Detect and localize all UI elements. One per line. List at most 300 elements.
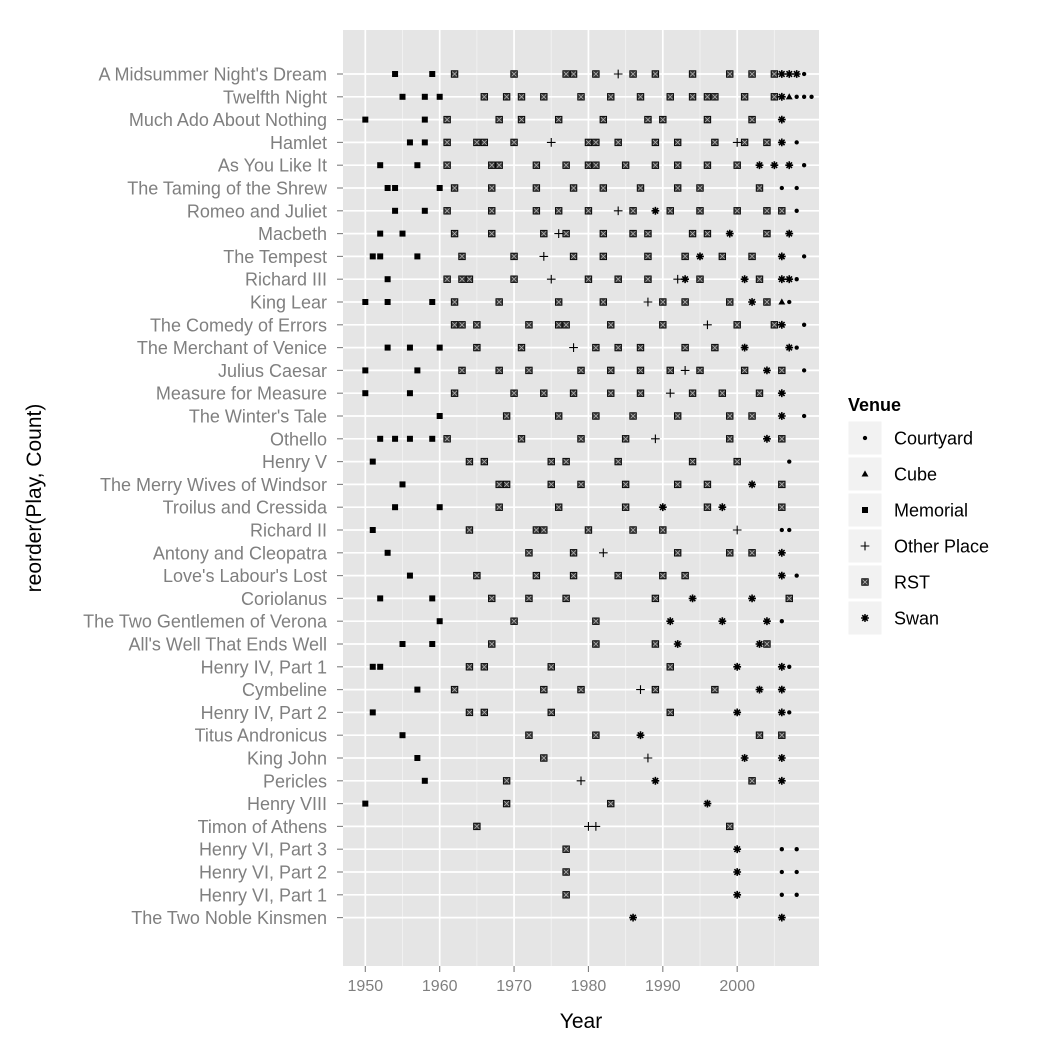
x-tick-label: 1990 [645, 978, 681, 995]
data-point [779, 436, 786, 443]
data-point [780, 528, 784, 532]
data-point [370, 459, 376, 465]
data-point [377, 231, 383, 237]
data-point [370, 664, 376, 670]
data-point [756, 185, 763, 192]
data-point [362, 299, 368, 305]
data-point [496, 116, 503, 123]
data-point [764, 139, 771, 146]
data-point [770, 161, 778, 169]
data-point [787, 459, 791, 463]
y-tick-label: King John [246, 748, 327, 769]
data-point [748, 481, 756, 489]
y-tick-label: The Two Noble Kinsmen [131, 908, 327, 929]
data-point [563, 892, 570, 899]
data-point [496, 299, 503, 306]
data-point [563, 869, 570, 876]
data-point [659, 503, 667, 511]
data-point [674, 185, 681, 192]
data-point [682, 253, 689, 260]
data-point [660, 527, 667, 534]
data-point [511, 71, 518, 78]
data-point [785, 230, 793, 238]
data-point [526, 367, 533, 374]
y-tick-label: Hamlet [269, 132, 327, 153]
y-tick-label: The Comedy of Errors [149, 315, 327, 336]
y-tick-label: The Winter's Tale [188, 406, 327, 427]
data-point [474, 572, 481, 579]
y-axis [83, 65, 343, 929]
data-point [481, 664, 488, 671]
data-point [795, 140, 799, 144]
y-tick-label: Measure for Measure [155, 383, 327, 404]
data-point [496, 481, 503, 488]
y-tick-label: Julius Caesar [217, 360, 327, 381]
data-point [585, 208, 592, 215]
data-point [778, 93, 786, 101]
data-point [637, 731, 645, 739]
data-point [697, 367, 704, 374]
data-point [422, 778, 428, 784]
data-point [689, 71, 696, 78]
data-point [481, 94, 488, 101]
data-point [660, 572, 667, 579]
data-point [802, 95, 806, 99]
y-tick-label: Henry VIII [246, 794, 327, 815]
data-point [756, 161, 764, 169]
data-point [563, 595, 570, 602]
data-point [578, 481, 585, 488]
data-point [377, 162, 383, 168]
data-point [429, 436, 435, 442]
data-point [802, 254, 806, 258]
data-point [689, 94, 696, 101]
data-point [474, 139, 481, 146]
data-point [734, 162, 741, 169]
data-point [785, 344, 793, 352]
data-point [734, 322, 741, 329]
data-point [437, 345, 443, 351]
y-axis-title: reorder(Play, Count) [23, 403, 46, 593]
data-point [385, 345, 391, 351]
data-point [749, 71, 756, 78]
data-point [370, 709, 376, 715]
data-point [733, 868, 741, 876]
data-point [570, 185, 577, 192]
data-point [733, 845, 741, 853]
data-point [392, 208, 398, 214]
data-point [563, 71, 570, 78]
data-point [667, 367, 674, 374]
data-point [704, 800, 712, 808]
data-point [809, 95, 813, 99]
data-point [780, 186, 784, 190]
data-point [511, 390, 518, 397]
data-point [726, 71, 733, 78]
data-point [696, 253, 704, 261]
data-point [585, 527, 592, 534]
data-point [503, 413, 510, 420]
data-point [600, 116, 607, 123]
data-point [779, 208, 786, 215]
data-point [503, 94, 510, 101]
data-point [704, 481, 711, 488]
data-point [630, 413, 637, 420]
data-point [785, 275, 793, 283]
data-point [400, 94, 406, 100]
legend-label: Other Place [894, 536, 990, 557]
data-point [385, 299, 391, 305]
data-point [437, 618, 443, 624]
data-point [585, 276, 592, 283]
legend [844, 390, 1014, 640]
data-point [652, 162, 659, 169]
data-point [607, 800, 614, 807]
data-point [385, 550, 391, 556]
data-point [422, 117, 428, 123]
y-tick-label: Henry IV, Part 2 [200, 702, 327, 723]
data-point [570, 253, 577, 260]
data-point [786, 595, 793, 602]
data-point [377, 595, 383, 601]
y-tick-label: A Midsummer Night's Dream [98, 64, 327, 85]
data-point [652, 139, 659, 146]
data-point [795, 277, 799, 281]
y-tick-label: As You Like It [217, 155, 327, 176]
data-point [652, 686, 659, 693]
data-point [414, 755, 420, 761]
data-point [481, 139, 488, 146]
data-point [511, 618, 518, 625]
data-point [778, 663, 786, 671]
data-point [526, 322, 533, 329]
data-point [741, 94, 748, 101]
data-point [488, 208, 495, 215]
data-point [689, 458, 696, 465]
data-point [764, 208, 771, 215]
y-tick-label: Henry VI, Part 1 [198, 885, 327, 906]
data-point [511, 139, 518, 146]
data-point [712, 139, 719, 146]
data-point [763, 617, 771, 625]
data-point [756, 686, 764, 694]
data-point [630, 230, 637, 237]
data-point [674, 413, 681, 420]
data-point [674, 550, 681, 557]
data-point [459, 276, 466, 283]
data-point [444, 208, 451, 215]
data-point [451, 230, 458, 237]
x-axis [348, 966, 756, 995]
data-point [697, 185, 704, 192]
data-point [780, 619, 784, 623]
y-tick-label: Troilus and Cressida [162, 497, 327, 518]
data-point [548, 664, 555, 671]
data-point [795, 573, 799, 577]
x-tick-label: 1980 [570, 978, 607, 995]
data-point [518, 94, 525, 101]
data-point [779, 504, 786, 511]
legend-label: Cube [894, 464, 938, 485]
data-point [637, 344, 644, 351]
data-point [785, 161, 793, 169]
data-point [466, 664, 473, 671]
data-point [541, 527, 548, 534]
data-point [496, 504, 503, 511]
data-point [555, 208, 562, 215]
data-point [667, 664, 674, 671]
data-point [541, 686, 548, 693]
legend-symbol [862, 507, 868, 513]
data-point [593, 618, 600, 625]
data-point [780, 870, 784, 874]
data-point [674, 139, 681, 146]
data-point [407, 139, 413, 145]
data-point [712, 94, 719, 101]
data-point [689, 230, 696, 237]
data-point [414, 253, 420, 259]
data-point [578, 367, 585, 374]
data-point [400, 481, 406, 487]
data-point [385, 185, 391, 191]
y-tick-label: The Merchant of Venice [136, 338, 327, 359]
data-point [681, 275, 689, 283]
data-point [570, 550, 577, 557]
data-point [630, 208, 637, 215]
data-point [637, 367, 644, 374]
data-point [780, 847, 784, 851]
data-point [563, 458, 570, 465]
data-point [451, 390, 458, 397]
data-point [570, 71, 577, 78]
data-point [488, 185, 495, 192]
data-point [645, 253, 652, 260]
data-point [451, 71, 458, 78]
data-point [400, 732, 406, 738]
data-point [630, 527, 637, 534]
data-point [764, 230, 771, 237]
data-point [533, 162, 540, 169]
data-point [779, 732, 786, 739]
data-point [734, 458, 741, 465]
data-point [778, 275, 786, 283]
data-point [377, 436, 383, 442]
data-point [778, 116, 786, 124]
data-point [437, 504, 443, 510]
data-point [795, 186, 799, 190]
data-point [437, 413, 443, 419]
y-tick-label: Henry V [261, 452, 327, 473]
data-point [660, 322, 667, 329]
y-tick-label: Timon of Athens [197, 816, 327, 837]
data-point [496, 367, 503, 374]
data-point [466, 709, 473, 716]
data-point [733, 663, 741, 671]
data-point [400, 641, 406, 647]
data-point [704, 504, 711, 511]
data-point [407, 573, 413, 579]
data-point [637, 390, 644, 397]
data-point [704, 94, 711, 101]
data-point [615, 572, 622, 579]
data-point [503, 778, 510, 785]
data-point [637, 94, 644, 101]
data-point [787, 300, 791, 304]
data-point [474, 322, 481, 329]
data-point [481, 709, 488, 716]
y-tick-label: Henry IV, Part 1 [200, 657, 327, 678]
y-tick-label: Much Ado About Nothing [128, 110, 327, 131]
data-point [778, 70, 786, 78]
data-point [578, 686, 585, 693]
data-point [778, 914, 786, 922]
data-point [622, 481, 629, 488]
data-point [444, 276, 451, 283]
data-point [414, 687, 420, 693]
data-point [756, 390, 763, 397]
data-point [518, 344, 525, 351]
data-point [615, 276, 622, 283]
data-point [682, 299, 689, 306]
y-tick-label: The Merry Wives of Windsor [99, 474, 327, 495]
data-point [719, 253, 726, 260]
data-point [481, 458, 488, 465]
data-point [726, 230, 734, 238]
y-tick-label: Antony and Cleopatra [152, 543, 327, 564]
data-point [674, 481, 681, 488]
data-point [459, 367, 466, 374]
data-point [377, 253, 383, 259]
data-point [593, 641, 600, 648]
data-point [689, 390, 696, 397]
data-point [526, 595, 533, 602]
data-point [555, 299, 562, 306]
data-point [756, 640, 764, 648]
data-point [429, 299, 435, 305]
data-point [593, 344, 600, 351]
data-point [407, 390, 413, 396]
data-point [749, 116, 756, 123]
data-point [600, 230, 607, 237]
data-point [763, 367, 771, 375]
data-point [771, 71, 778, 78]
data-point [795, 345, 799, 349]
data-point [741, 139, 748, 146]
y-tick-label: Henry VI, Part 3 [198, 839, 327, 860]
data-point [756, 276, 763, 283]
legend-symbol [861, 614, 869, 622]
data-point [615, 458, 622, 465]
data-point [802, 163, 806, 167]
data-point [518, 116, 525, 123]
data-point [488, 595, 495, 602]
data-point [704, 230, 711, 237]
data-point [756, 732, 763, 739]
x-tick-label: 1950 [347, 978, 384, 995]
data-point [726, 823, 733, 830]
data-point [422, 94, 428, 100]
data-point [630, 71, 637, 78]
data-point [593, 139, 600, 146]
y-tick-label: The Tempest [223, 246, 327, 267]
data-point [511, 276, 518, 283]
data-point [593, 413, 600, 420]
data-point [385, 276, 391, 282]
data-point [637, 185, 644, 192]
data-point [600, 253, 607, 260]
data-point [422, 139, 428, 145]
data-point [718, 503, 726, 511]
data-point [802, 323, 806, 327]
y-tick-label: The Two Gentlemen of Verona [83, 611, 327, 632]
y-tick-label: Pericles [262, 771, 327, 792]
data-point [607, 390, 614, 397]
data-point [726, 413, 733, 420]
data-point [607, 322, 614, 329]
data-point [697, 276, 704, 283]
y-tick-label: Twelfth Night [222, 87, 327, 108]
data-point [541, 230, 548, 237]
data-point [488, 641, 495, 648]
data-point [585, 162, 592, 169]
legend-label: Memorial [894, 500, 969, 521]
data-point [733, 709, 741, 717]
data-point [749, 550, 756, 557]
data-point [451, 686, 458, 693]
data-point [444, 116, 451, 123]
data-point [748, 595, 756, 603]
data-point [764, 299, 771, 306]
data-point [780, 893, 784, 897]
data-point [660, 299, 667, 306]
legend-label: Swan [894, 608, 940, 629]
data-point [518, 436, 525, 443]
data-point [795, 95, 799, 99]
data-point [503, 800, 510, 807]
data-point [741, 275, 749, 283]
y-tick-label: King Lear [249, 292, 327, 313]
data-point [429, 595, 435, 601]
data-point [778, 412, 786, 420]
data-point [377, 664, 383, 670]
data-point [370, 253, 376, 259]
y-tick-label: Romeo and Juliet [186, 201, 327, 222]
data-point [652, 71, 659, 78]
data-point [778, 139, 786, 147]
data-point [422, 208, 428, 214]
data-point [652, 595, 659, 602]
data-point [748, 298, 756, 306]
data-point [771, 322, 778, 329]
data-point [682, 572, 689, 579]
data-point [726, 550, 733, 557]
data-point [718, 617, 726, 625]
data-point [741, 367, 748, 374]
data-point [778, 686, 786, 694]
data-point [392, 436, 398, 442]
data-point [437, 185, 443, 191]
data-point [778, 321, 786, 329]
y-tick-label: Love's Labour's Lost [163, 566, 327, 587]
data-point [474, 823, 481, 830]
data-point [541, 94, 548, 101]
data-point [459, 253, 466, 260]
y-tick-label: Richard II [249, 520, 327, 541]
data-point [466, 276, 473, 283]
data-point [593, 732, 600, 739]
data-point [779, 481, 786, 488]
data-point [511, 253, 518, 260]
